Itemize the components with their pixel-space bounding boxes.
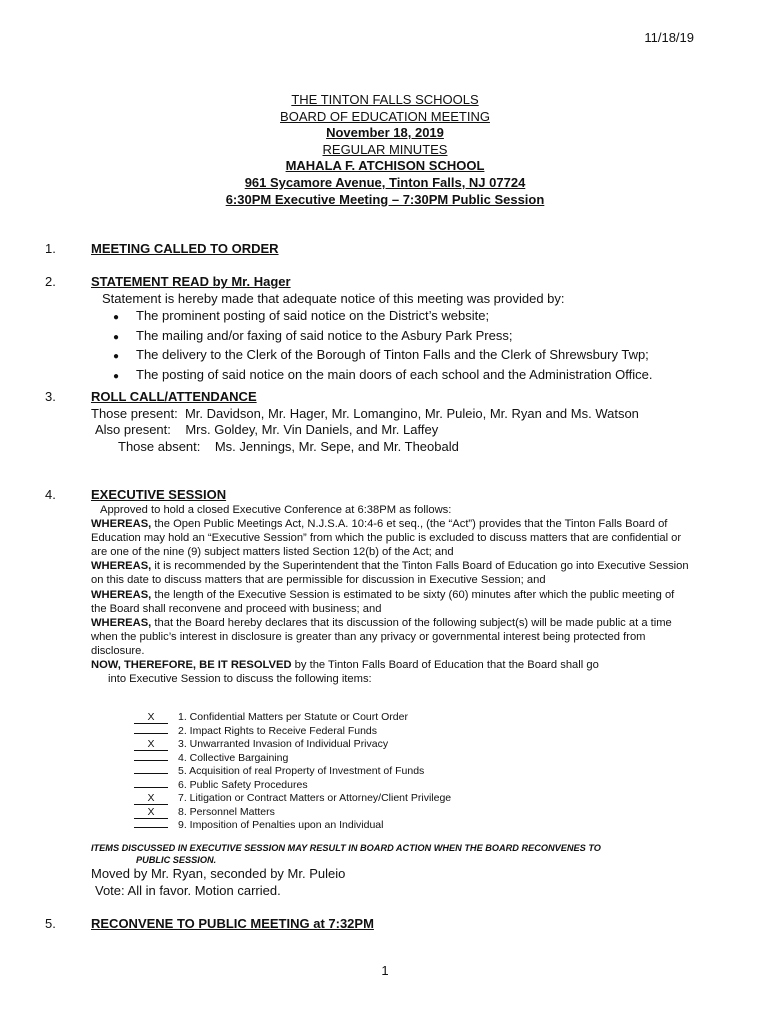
motion-vote: Vote: All in favor. Motion carried. <box>95 883 281 898</box>
bullet-icon: ● <box>113 331 120 343</box>
note-line-2: PUBLIC SESSION. <box>136 855 217 865</box>
section-5-title: RECONVENE TO PUBLIC MEETING at 7:32PM <box>91 916 374 931</box>
header-board-meeting: BOARD OF EDUCATION MEETING <box>280 108 490 124</box>
checkmark-field <box>134 760 168 761</box>
checkmark-field <box>134 827 168 828</box>
list-item <box>134 711 451 725</box>
attendance-also-present: Also present: Mrs. Goldey, Mr. Vin Daniels, and Mr. Laffey <box>95 422 439 437</box>
document-header <box>0 92 770 208</box>
list-item <box>134 738 451 752</box>
bullet-icon: ● <box>113 370 120 382</box>
checkmark-field: X <box>134 793 168 805</box>
whereas-1: WHEREAS, the Open Public Meetings Act, N.J.S.A. 10:4-6 et seq., (the “Act”) provides that the Tinton Falls Board of Education may hold an “Executive Session” from which the public is excluded to discuss matters that are confidential or are one of the nine (9) subject matters listed Section 12(b) of the Act; and <box>91 518 682 559</box>
list-item <box>134 765 451 779</box>
page-number: 1 <box>381 963 389 978</box>
header-schedule: 6:30PM Executive Meeting – 7:30PM Public Session <box>225 191 545 207</box>
executive-session-text <box>91 503 691 686</box>
checkmark-field: X <box>134 739 168 751</box>
list-item-text: The mailing and/or faxing of said notice to the Asbury Park Press; <box>136 327 513 343</box>
whereas-4: WHEREAS, that the Board hereby declares that its discussion of the following subject(s) will be made public at a time when the public’s interest in disclosure is greater than any privacy or governmental interest being protected from disclosure. <box>91 616 672 657</box>
resolution: NOW, THEREFORE, BE IT RESOLVED by the Tinton Falls Board of Education that the Board shall go <box>91 659 599 672</box>
board-action-note <box>91 842 671 866</box>
header-school: MAHALA F. ATCHISON SCHOOL <box>285 158 485 174</box>
header-meeting-date: November 18, 2019 <box>326 125 444 141</box>
bullet-icon: ● <box>113 351 120 362</box>
list-item <box>134 779 451 793</box>
statement-intro: Statement is hereby made that adequate notice of this meeting was provided by: <box>102 291 565 306</box>
list-item-text: 6. Public Safety Procedures <box>178 778 308 791</box>
attendance-absent: Those absent: Ms. Jennings, Mr. Sepe, and Mr. Theobald <box>118 439 459 454</box>
list-item-text: 7. Litigation or Contract Matters or Attorney/Client Privilege <box>178 792 452 804</box>
whereas-3: WHEREAS, the length of the Executive Session is estimated to be sixty (60) minutes after which the public meeting of the Board shall reconvene and proceed with business; and <box>91 588 675 615</box>
header-district: THE TINTON FALLS SCHOOLS <box>291 92 479 107</box>
list-item <box>134 752 451 766</box>
list-item-text: 1. Confidential Matters per Statute or Court Order <box>178 711 408 723</box>
list-item-text: 9. Imposition of Penalties upon an Individual <box>178 819 384 831</box>
notice-list <box>113 307 652 385</box>
section-5-number: 5. <box>45 916 56 931</box>
section-1-number: 1. <box>45 241 56 256</box>
list-item <box>113 327 652 347</box>
section-2-title: STATEMENT READ by Mr. Hager <box>91 274 291 289</box>
section-1-title: MEETING CALLED TO ORDER <box>91 241 279 256</box>
header-minutes-type: REGULAR MINUTES <box>322 141 448 157</box>
checkmark-field <box>134 773 168 774</box>
checkmark-field: X <box>134 712 168 724</box>
list-item <box>113 307 652 327</box>
list-item-text: 5. Acquisition of real Property of Investment of Funds <box>178 765 425 777</box>
list-item-text: 3. Unwarranted Invasion of Individual Privacy <box>178 738 389 750</box>
list-item-text: 2. Impact Rights to Receive Federal Funds <box>178 724 378 737</box>
list-item <box>113 366 652 386</box>
document-date: 11/18/19 <box>644 30 694 45</box>
attendance-present: Those present: Mr. Davidson, Mr. Hager, Mr. Lomangino, Mr. Puleio, Mr. Ryan and Ms. Watson <box>91 406 639 421</box>
list-item <box>134 819 451 833</box>
checkmark-field <box>134 787 168 788</box>
section-3-number: 3. <box>45 389 56 404</box>
list-item <box>134 806 451 820</box>
section-4-number: 4. <box>45 487 56 502</box>
list-item-text: The delivery to the Clerk of the Borough of Tinton Falls and the Clerk of Shrewsbury Twp; <box>136 347 649 362</box>
checkmark-field <box>134 733 168 734</box>
list-item-text: 4. Collective Bargaining <box>178 751 289 764</box>
session-items-list <box>134 711 451 833</box>
list-item <box>113 346 652 366</box>
bullet-icon: ● <box>113 312 120 323</box>
approved-statement: Approved to hold a closed Executive Conference at 6:38PM as follows: <box>100 504 452 516</box>
resolution-continued: into Executive Session to discuss the following items: <box>108 673 372 686</box>
section-4-title: EXECUTIVE SESSION <box>91 487 227 502</box>
motion-moved: Moved by Mr. Ryan, seconded by Mr. Puleio <box>91 866 346 881</box>
list-item <box>134 725 451 739</box>
list-item-text: The prominent posting of said notice on the District’s website; <box>136 308 490 323</box>
header-address: 961 Sycamore Avenue, Tinton Falls, NJ 07724 <box>244 174 526 190</box>
section-3-title: ROLL CALL/ATTENDANCE <box>91 389 257 404</box>
list-item-text: The posting of said notice on the main doors of each school and the Administration Office. <box>136 366 653 382</box>
note-line-1: ITEMS DISCUSSED IN EXECUTIVE SESSION MAY RESULT IN BOARD ACTION WHEN THE BOARD RECONVENES TO <box>91 843 601 853</box>
section-2-number: 2. <box>45 274 56 289</box>
list-item-text: 8. Personnel Matters <box>178 805 275 818</box>
checkmark-field: X <box>134 807 168 819</box>
list-item <box>134 792 451 806</box>
whereas-2: WHEREAS, it is recommended by the Superintendent that the Tinton Falls Board of Education go into Executive Session on this date to discuss matters that are permissible for discussion in Executive Session; and <box>91 560 689 587</box>
